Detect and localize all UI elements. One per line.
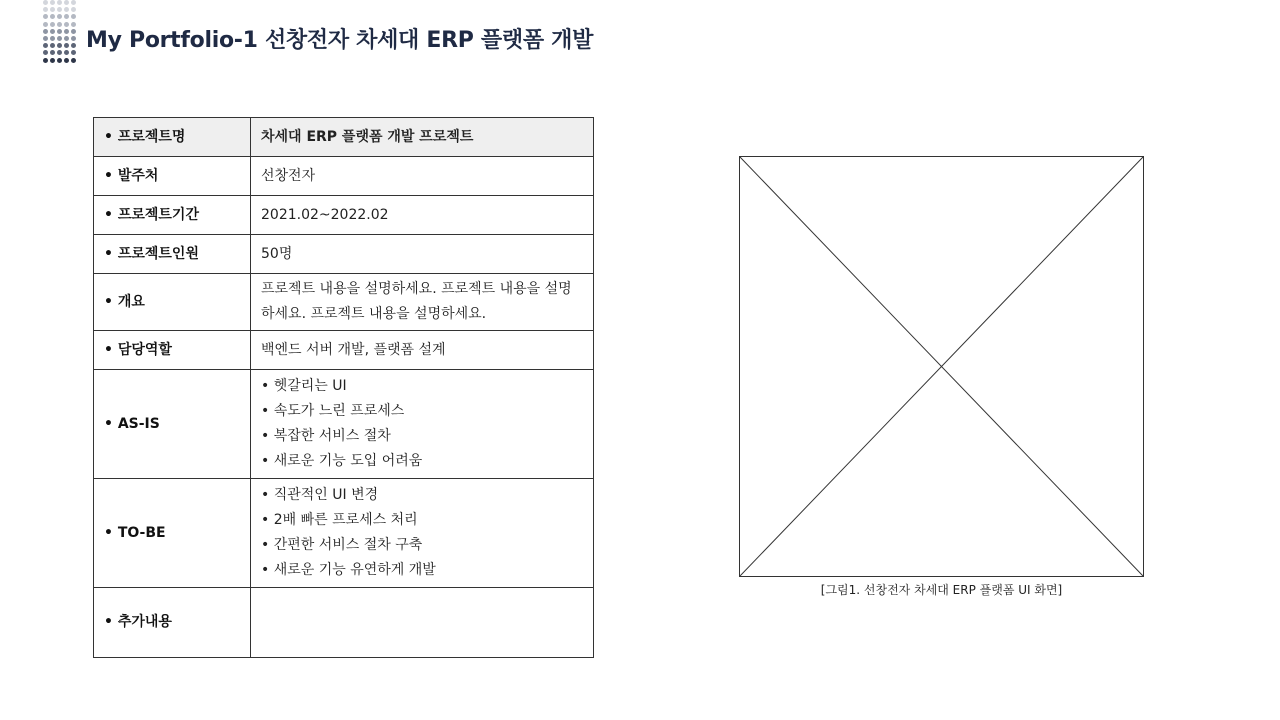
dot [43, 7, 48, 12]
dot [71, 14, 76, 19]
dot [50, 50, 55, 55]
row-label-period: • 프로젝트기간 [94, 196, 251, 235]
dot [64, 50, 69, 55]
row-label-overview: • 개요 [94, 274, 251, 331]
list-item: • 복잡한 서비스 절차 [261, 428, 391, 444]
list-item: • 직관적인 UI 변경 [261, 487, 379, 503]
dot [50, 14, 55, 19]
table-row [94, 196, 594, 235]
dot [57, 0, 62, 5]
row-label-as-is: • AS-IS [94, 370, 251, 479]
dot [43, 50, 48, 55]
dot [64, 7, 69, 12]
list-item: • 속도가 느린 프로세스 [261, 403, 405, 419]
row-value-overview: 프로젝트 내용을 설명하세요. 프로젝트 내용을 설명하세요. 프로젝트 내용을 설명하세요. [251, 274, 594, 331]
dot [64, 0, 69, 5]
dot [50, 36, 55, 41]
table-row [94, 370, 594, 479]
row-value-headcount: 50명 [251, 235, 594, 274]
dot [57, 50, 62, 55]
dot [71, 58, 76, 63]
row-label-client: • 발주처 [94, 157, 251, 196]
row-value-to-be [251, 479, 594, 588]
dot [43, 14, 48, 19]
dot [71, 22, 76, 27]
dot [71, 29, 76, 34]
dot [43, 43, 48, 48]
list-item: • 헷갈리는 UI [261, 378, 347, 394]
page-title: My Portfolio-1 선창전자 차세대 ERP 플랫폼 개발 [86, 28, 594, 53]
dot [71, 7, 76, 12]
dot [64, 58, 69, 63]
dot [71, 43, 76, 48]
dot [71, 36, 76, 41]
list-item: • 새로운 기능 유연하게 개발 [261, 562, 436, 578]
table-row [94, 118, 594, 157]
as-is-list [261, 370, 583, 478]
row-value-project-name: 차세대 ERP 플랫폼 개발 프로젝트 [251, 118, 594, 157]
list-item: • 간편한 서비스 절차 구축 [261, 537, 423, 553]
table-row [94, 588, 594, 658]
dot [43, 22, 48, 27]
row-value-role: 백엔드 서버 개발, 플랫폼 설계 [251, 331, 594, 370]
dot [50, 22, 55, 27]
page-header [0, 0, 1280, 80]
list-item: • 새로운 기능 도입 어려움 [261, 453, 423, 469]
row-value-client: 선창전자 [251, 157, 594, 196]
dot [50, 7, 55, 12]
dot [50, 0, 55, 5]
row-label-role: • 담당역할 [94, 331, 251, 370]
dot-grid-logo-icon [43, 0, 76, 63]
dot [64, 43, 69, 48]
dot [43, 29, 48, 34]
row-label-headcount: • 프로젝트인원 [94, 235, 251, 274]
row-label-extra: • 추가내용 [94, 588, 251, 658]
table-row [94, 274, 594, 331]
dot [50, 43, 55, 48]
dot [64, 14, 69, 19]
table-row [94, 331, 594, 370]
row-value-extra [251, 588, 594, 658]
table-row [94, 157, 594, 196]
dot [57, 7, 62, 12]
image-placeholder [739, 156, 1144, 577]
dot [71, 0, 76, 5]
dot [43, 58, 48, 63]
row-label-project-name: • 프로젝트명 [94, 118, 251, 157]
dot [57, 58, 62, 63]
dot [57, 43, 62, 48]
image-placeholder-cross-icon [740, 157, 1143, 576]
list-item: • 2배 빠른 프로세스 처리 [261, 512, 418, 528]
dot [57, 29, 62, 34]
dot [71, 50, 76, 55]
project-info-table [93, 117, 594, 658]
dot [57, 22, 62, 27]
row-label-to-be: • TO-BE [94, 479, 251, 588]
dot [57, 36, 62, 41]
dot [43, 36, 48, 41]
to-be-list [261, 479, 583, 587]
row-value-period: 2021.02~2022.02 [251, 196, 594, 235]
figure-caption: [그림1. 선창전자 차세대 ERP 플랫폼 UI 화면] [820, 583, 1063, 597]
dot [64, 29, 69, 34]
dot [64, 36, 69, 41]
dot [57, 14, 62, 19]
table-row [94, 235, 594, 274]
dot [50, 29, 55, 34]
row-value-as-is [251, 370, 594, 479]
dot [43, 0, 48, 5]
dot [64, 22, 69, 27]
dot [50, 58, 55, 63]
table-row [94, 479, 594, 588]
